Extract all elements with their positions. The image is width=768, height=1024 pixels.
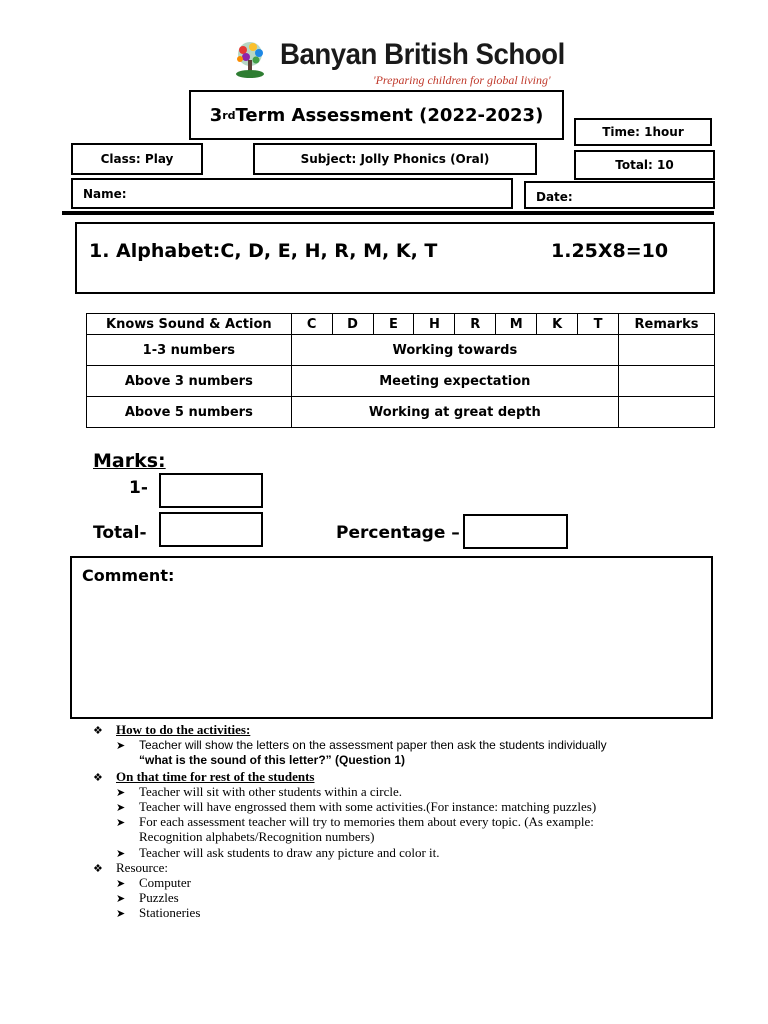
- subject-label: Subject: Jolly Phonics (Oral): [300, 152, 490, 166]
- diamond-bullet-icon: ❖: [93, 863, 103, 875]
- marks-heading: Marks:: [93, 450, 166, 472]
- assessment-title: 3 rd Term Assessment (2022-2023): [189, 90, 564, 140]
- arrow-bullet-icon: ➤: [116, 848, 126, 860]
- header-remarks: Remarks: [619, 314, 715, 335]
- percentage-label: Percentage –: [336, 523, 460, 543]
- arrow-bullet-icon: ➤: [116, 817, 126, 829]
- resource-item: Stationeries: [139, 905, 201, 920]
- instructions-heading-3: Resource:: [116, 860, 168, 875]
- header-letter: R: [455, 314, 496, 335]
- resource-item: Computer: [139, 875, 191, 890]
- header-letter: E: [373, 314, 414, 335]
- arrow-bullet-icon: ➤: [116, 878, 126, 890]
- assessment-table: [86, 313, 715, 428]
- name-label: Name:: [83, 187, 127, 201]
- time-box: [574, 118, 712, 146]
- question-1-box: [75, 222, 715, 294]
- class-box: [71, 143, 203, 175]
- criterion-cell: Above 3 numbers: [87, 366, 292, 397]
- date-label: Date:: [536, 190, 573, 204]
- header-letter: D: [332, 314, 373, 335]
- remarks-cell[interactable]: [619, 335, 715, 366]
- percentage-field[interactable]: [463, 514, 568, 549]
- instruction-item: Teacher will have engrossed them with some activities.(For instance: matching puzzles): [139, 799, 597, 814]
- table-header-row: [87, 314, 715, 335]
- arrow-bullet-icon: ➤: [116, 802, 126, 814]
- instructions-heading-1: How to do the activities:: [116, 722, 251, 737]
- header-knows-sound: Knows Sound & Action: [87, 314, 292, 335]
- table-row: [87, 335, 715, 366]
- instructions-heading-2: On that time for rest of the students: [116, 769, 315, 784]
- diamond-bullet-icon: ❖: [93, 725, 103, 737]
- remarks-cell[interactable]: [619, 366, 715, 397]
- question-1-marks: 1.25X8=10: [551, 240, 669, 262]
- comment-box[interactable]: [70, 556, 713, 719]
- arrow-bullet-icon: ➤: [116, 908, 126, 920]
- arrow-bullet-icon: ➤: [116, 787, 126, 799]
- school-tagline: 'Preparing children for global living': [373, 73, 551, 87]
- table-row: [87, 366, 715, 397]
- header-letter: T: [578, 314, 619, 335]
- total-box: [574, 150, 715, 180]
- divider-rule: [62, 211, 714, 215]
- level-cell: Working towards: [291, 335, 618, 366]
- instruction-item: Teacher will ask students to draw any picture and color it.: [139, 845, 440, 860]
- name-field[interactable]: [71, 178, 513, 209]
- header-letter: M: [496, 314, 537, 335]
- header-letter: K: [537, 314, 578, 335]
- table-row: [87, 397, 715, 428]
- school-logo: [229, 40, 271, 82]
- level-cell: Working at great depth: [291, 397, 618, 428]
- header-letter: C: [291, 314, 332, 335]
- date-field[interactable]: [524, 181, 715, 209]
- criterion-cell: 1-3 numbers: [87, 335, 292, 366]
- level-cell: Meeting expectation: [291, 366, 618, 397]
- header-letter: H: [414, 314, 455, 335]
- marks-total-label: Total-: [93, 523, 147, 543]
- resource-item: Puzzles: [139, 890, 179, 905]
- arrow-bullet-icon: ➤: [116, 893, 126, 905]
- remarks-cell[interactable]: [619, 397, 715, 428]
- instruction-item-cont: Recognition alphabets/Recognition numbers): [139, 829, 375, 844]
- diamond-bullet-icon: ❖: [93, 772, 103, 784]
- total-label: Total: 10: [615, 158, 674, 172]
- comment-label: Comment:: [82, 566, 175, 585]
- instruction-item: Teacher will show the letters on the assessment paper then ask the students individually: [139, 738, 607, 752]
- subject-box: [253, 143, 537, 175]
- criterion-cell: Above 5 numbers: [87, 397, 292, 428]
- time-label: Time: 1hour: [602, 125, 684, 139]
- instruction-item: For each assessment teacher will try to memories them about every topic. (As example:: [139, 814, 594, 829]
- instruction-item: Teacher will sit with other students within a circle.: [139, 784, 402, 799]
- marks-item-1-label: 1-: [129, 478, 148, 498]
- class-label: Class: Play: [100, 152, 174, 166]
- instruction-quote: “what is the sound of this letter?” (Question 1): [139, 753, 406, 767]
- arrow-bullet-icon: ➤: [116, 740, 126, 752]
- school-name: Banyan British School: [280, 38, 565, 71]
- marks-total-field[interactable]: [159, 512, 263, 547]
- marks-item-1-field[interactable]: [159, 473, 263, 508]
- question-1-text: 1. Alphabet:C, D, E, H, R, M, K, T: [89, 240, 438, 262]
